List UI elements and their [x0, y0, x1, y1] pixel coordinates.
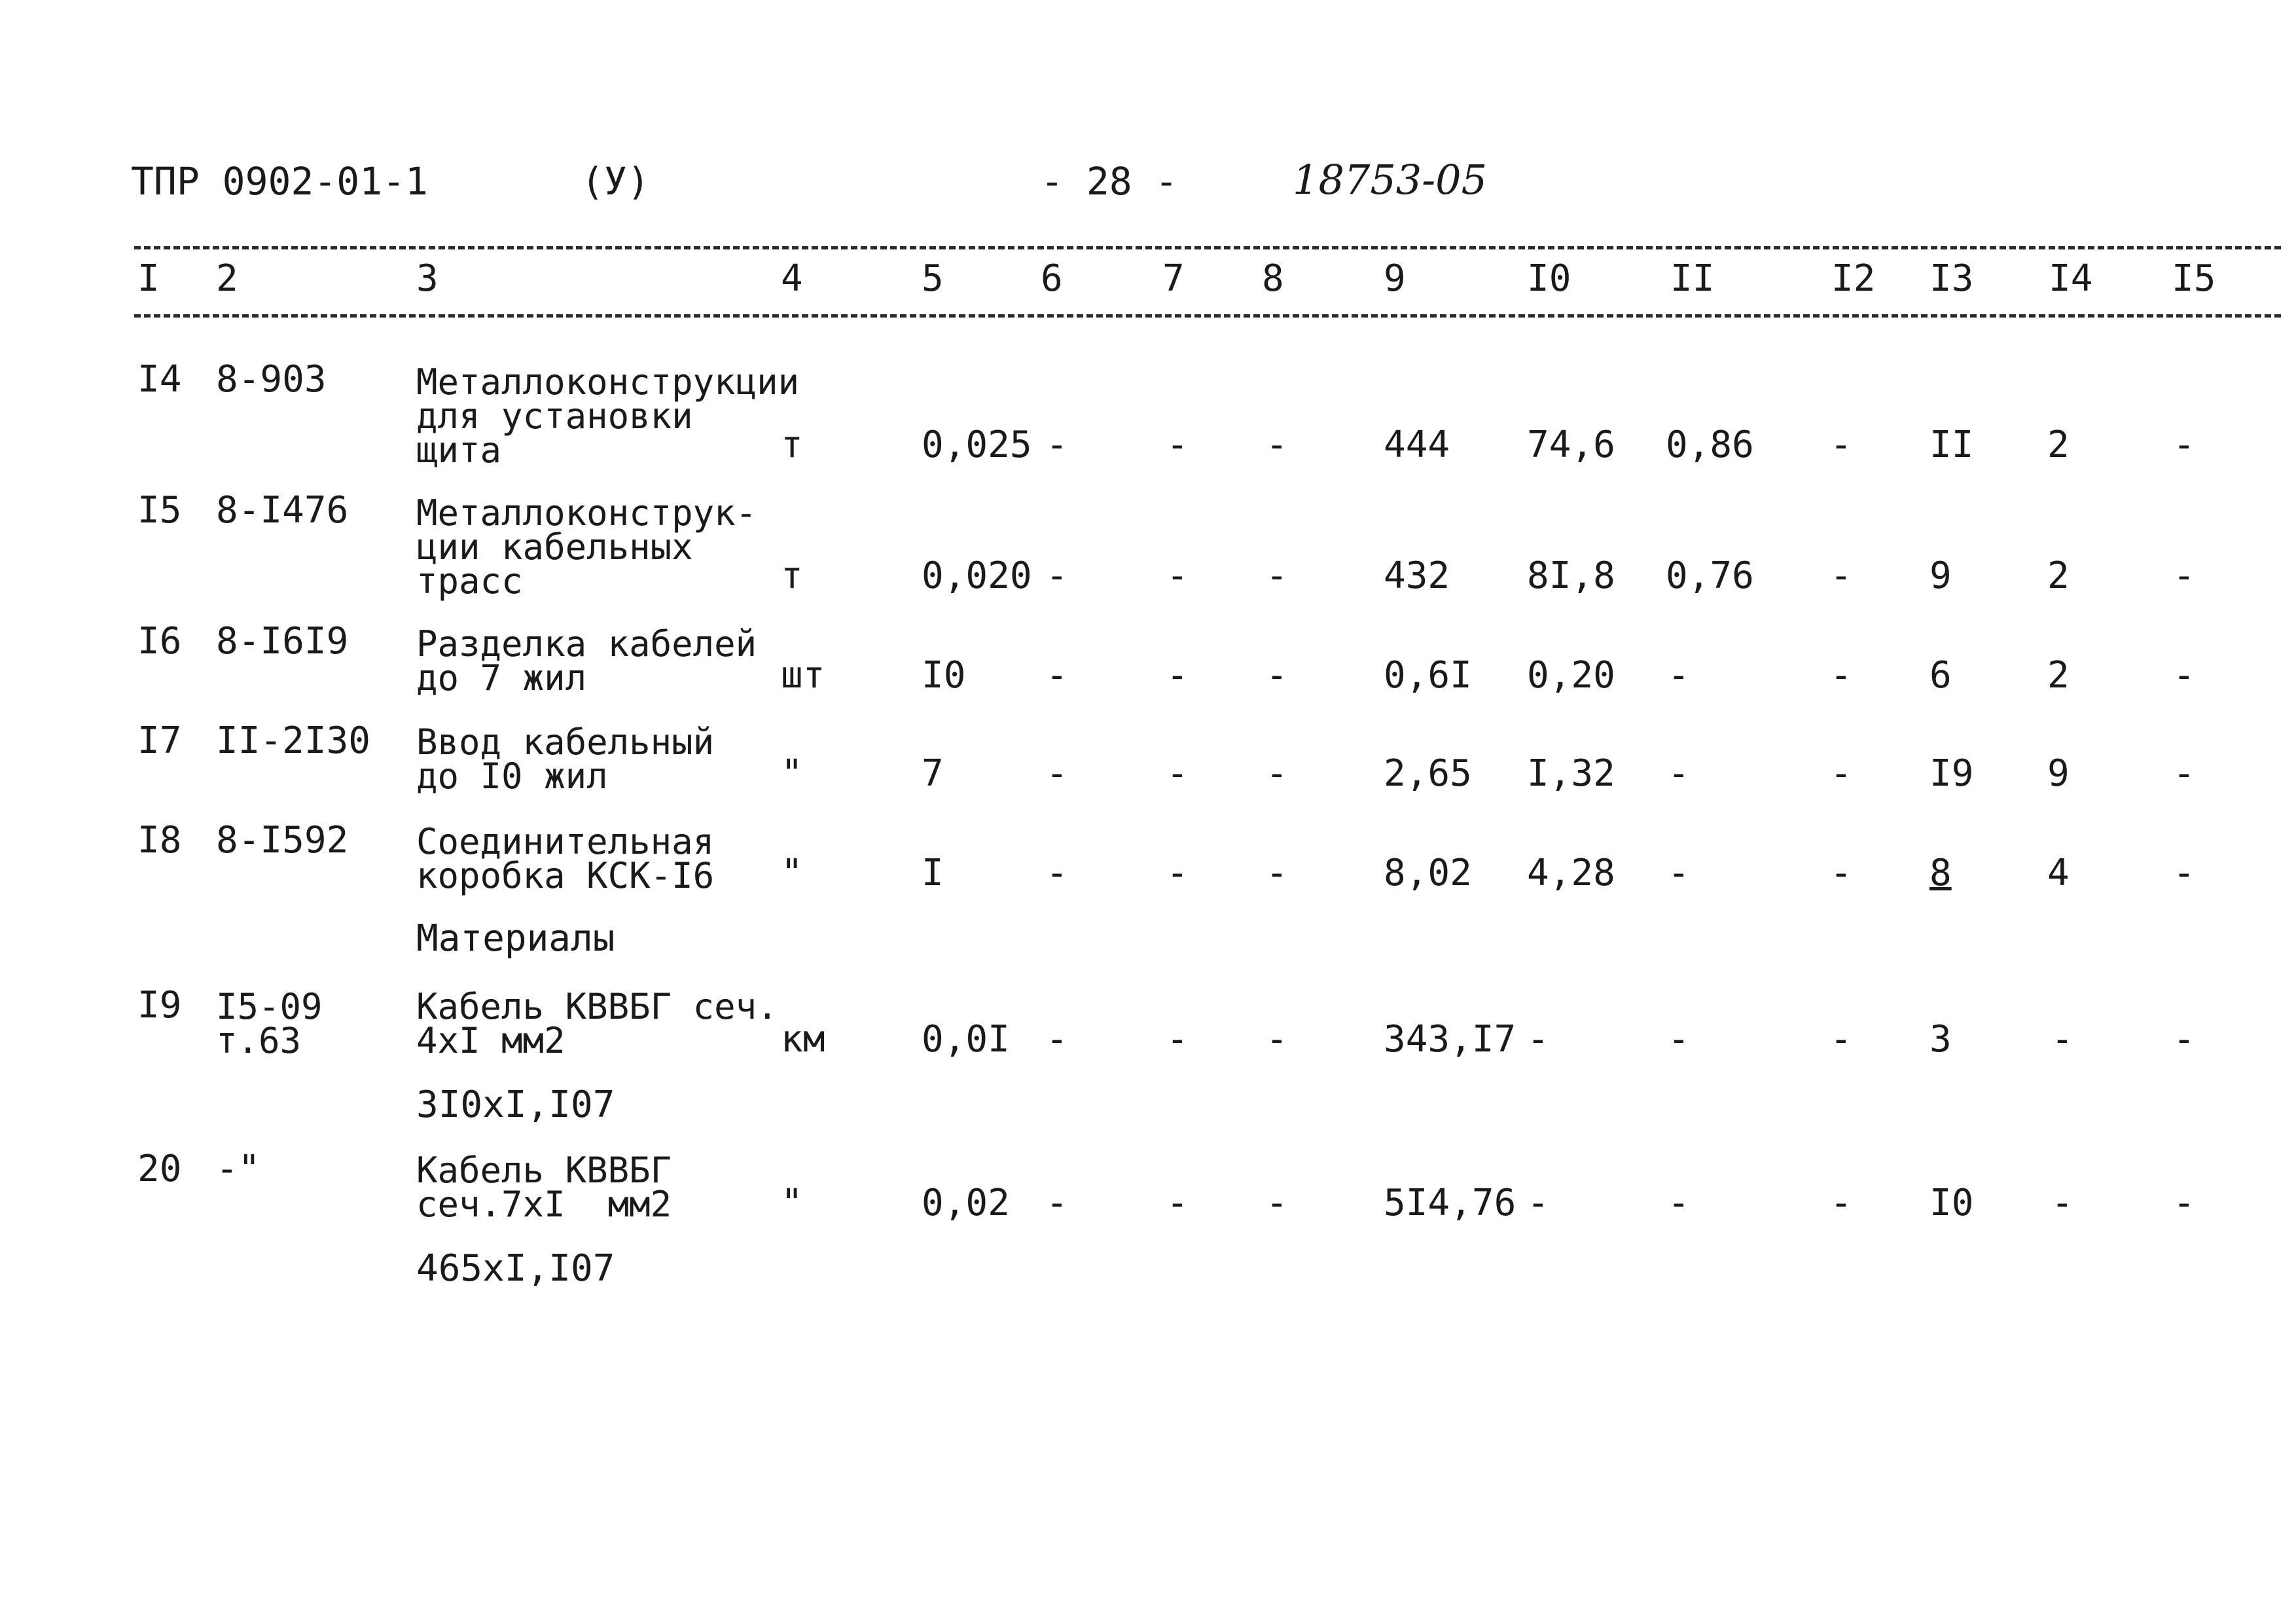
- row-unit: т: [781, 424, 803, 466]
- row-number: I8: [137, 819, 182, 862]
- row-code: 8-I476: [216, 489, 349, 532]
- column-header: 4: [781, 257, 803, 300]
- row-number: I5: [137, 489, 182, 532]
- row-number: I7: [137, 720, 182, 762]
- column-header: 5: [922, 257, 944, 300]
- row-cell: I0: [1929, 1182, 1974, 1224]
- row-cell: 2,65: [1384, 752, 1472, 795]
- row-cell: -: [1046, 752, 1068, 795]
- page-number: - 28 -: [1041, 159, 1178, 204]
- column-header: I2: [1831, 257, 1876, 300]
- row-cell: 444: [1384, 424, 1450, 466]
- row-cell: -: [1166, 1182, 1189, 1224]
- row-description: Металлоконструкции для установки щита: [416, 361, 800, 471]
- row-unit: км: [781, 1018, 825, 1061]
- row-cell: 8,02: [1384, 852, 1472, 894]
- top-rule: [134, 246, 2281, 249]
- row-cell: 9: [1929, 555, 1952, 597]
- row-unit: ": [781, 1182, 803, 1224]
- row-cell: -: [1166, 1018, 1189, 1061]
- column-header: I4: [2049, 257, 2093, 300]
- row-cell: -: [2173, 654, 2195, 697]
- row-description: Металлоконструк- ции кабельных трасс: [416, 492, 757, 602]
- row-cell: -: [1266, 752, 1288, 795]
- column-header: I3: [1929, 257, 1974, 300]
- row-code: -": [216, 1148, 260, 1190]
- row-cell: I0: [922, 654, 966, 697]
- row-cell: -: [2051, 1182, 2073, 1224]
- row-cell: -: [1046, 654, 1068, 697]
- column-header: 9: [1384, 257, 1406, 300]
- row-cell: -: [1266, 424, 1288, 466]
- row-cell: 343,I7: [1384, 1018, 1516, 1061]
- row-cell: 0,86: [1666, 424, 1754, 466]
- column-header: 6: [1041, 257, 1063, 300]
- row-cell: I: [922, 852, 944, 894]
- row-code: 8-I6I9: [216, 620, 349, 663]
- row-cell: 4,28: [1527, 852, 1615, 894]
- row-cell: 0,76: [1666, 555, 1754, 597]
- row-cell: 0,0I: [922, 1018, 1010, 1061]
- row-cell: -: [1830, 1018, 1852, 1061]
- row-cell: -: [1046, 1018, 1068, 1061]
- row-description: Разделка кабелей до 7 жил: [416, 623, 757, 699]
- column-header: I5: [2172, 257, 2216, 300]
- row-cell: -: [1668, 654, 1690, 697]
- row-number: I9: [137, 984, 182, 1027]
- row-code: I5-09 т.63: [216, 986, 323, 1061]
- row-cell: 2: [2047, 654, 2070, 697]
- row-cell: -: [1830, 1182, 1852, 1224]
- row-cell: -: [1166, 555, 1189, 597]
- row-description: Кабель КВВБГ сеч. 4хI мм2: [416, 986, 778, 1061]
- row-cell: 8I,8: [1527, 555, 1615, 597]
- row-cell: 9: [2047, 752, 2070, 795]
- row-number: I4: [137, 358, 182, 401]
- row-number: 20: [137, 1148, 182, 1190]
- row-cell: I,32: [1527, 752, 1615, 795]
- column-header: 2: [216, 257, 238, 300]
- row-cell: 0,025: [922, 424, 1032, 466]
- row-cell: -: [2051, 1018, 2073, 1061]
- column-header: I: [137, 257, 160, 300]
- row-unit: ": [781, 752, 803, 795]
- row-cell: 2: [2047, 424, 2070, 466]
- row-cell: -: [1668, 852, 1690, 894]
- row-cell: -: [1830, 852, 1852, 894]
- row-cell: -: [2173, 555, 2195, 597]
- row-cell: 74,6: [1527, 424, 1615, 466]
- row-cell: 8: [1929, 852, 1952, 894]
- row-cell: 2: [2047, 555, 2070, 597]
- handwritten-reference: 18753-05: [1293, 156, 1488, 204]
- row-cell: -: [1046, 424, 1068, 466]
- row-cell: -: [1668, 752, 1690, 795]
- row-cell: -: [1166, 752, 1189, 795]
- row-cell: 4: [2047, 852, 2070, 894]
- row-cell: I9: [1929, 752, 1974, 795]
- row-cell: 7: [922, 752, 944, 795]
- row-cell: -: [1266, 555, 1288, 597]
- row-cell: 6: [1929, 654, 1952, 697]
- row-unit: ": [781, 852, 803, 894]
- row-cell: -: [1166, 424, 1189, 466]
- row-cell: -: [1668, 1182, 1690, 1224]
- row-note: 3I0хI,I07: [416, 1084, 615, 1126]
- column-header: I0: [1527, 257, 1571, 300]
- row-description: Ввод кабельный до I0 жил: [416, 721, 715, 797]
- row-code: II-2I30: [216, 720, 371, 762]
- row-code: 8-I592: [216, 819, 349, 862]
- row-cell: 432: [1384, 555, 1450, 597]
- row-cell: -: [2173, 424, 2195, 466]
- row-cell: 0,02: [922, 1182, 1010, 1224]
- row-cell: -: [1046, 1182, 1068, 1224]
- row-cell: -: [1266, 654, 1288, 697]
- document-variant: (У): [581, 159, 650, 204]
- section-heading-materials: Материалы: [416, 917, 615, 960]
- row-cell: II: [1929, 424, 1974, 466]
- row-cell: -: [1830, 654, 1852, 697]
- header-bottom-rule: [134, 314, 2281, 318]
- row-cell: -: [1266, 852, 1288, 894]
- row-code: 8-903: [216, 358, 327, 401]
- row-cell: -: [1527, 1182, 1549, 1224]
- row-cell: -: [2173, 1182, 2195, 1224]
- row-description: Соединительная коробка КСК-I6: [416, 821, 715, 896]
- row-cell: -: [1166, 654, 1189, 697]
- document-code: ТПР 0902-01-1: [131, 159, 428, 204]
- row-cell: -: [1830, 555, 1852, 597]
- row-cell: -: [1046, 555, 1068, 597]
- column-header: 3: [416, 257, 439, 300]
- column-header: II: [1670, 257, 1715, 300]
- row-unit: т: [781, 555, 803, 597]
- row-note: 465хI,I07: [416, 1247, 615, 1290]
- row-cell: -: [1266, 1182, 1288, 1224]
- row-number: I6: [137, 620, 182, 663]
- row-cell: -: [2173, 752, 2195, 795]
- row-cell: -: [1527, 1018, 1549, 1061]
- row-cell: -: [2173, 852, 2195, 894]
- row-cell: -: [1046, 852, 1068, 894]
- row-cell: -: [1830, 424, 1852, 466]
- column-header: 7: [1162, 257, 1185, 300]
- row-cell: 0,20: [1527, 654, 1615, 697]
- row-cell: -: [1266, 1018, 1288, 1061]
- row-cell: 3: [1929, 1018, 1952, 1061]
- row-description: Кабель КВВБГ сеч.7хI мм2: [416, 1150, 672, 1225]
- row-unit: шт: [781, 654, 825, 697]
- row-cell: -: [1830, 752, 1852, 795]
- row-cell: -: [2173, 1018, 2195, 1061]
- row-cell: -: [1166, 852, 1189, 894]
- row-cell: 5I4,76: [1384, 1182, 1516, 1224]
- row-cell: 0,020: [922, 555, 1032, 597]
- row-cell: -: [1668, 1018, 1690, 1061]
- column-header: 8: [1262, 257, 1284, 300]
- row-cell: 0,6I: [1384, 654, 1472, 697]
